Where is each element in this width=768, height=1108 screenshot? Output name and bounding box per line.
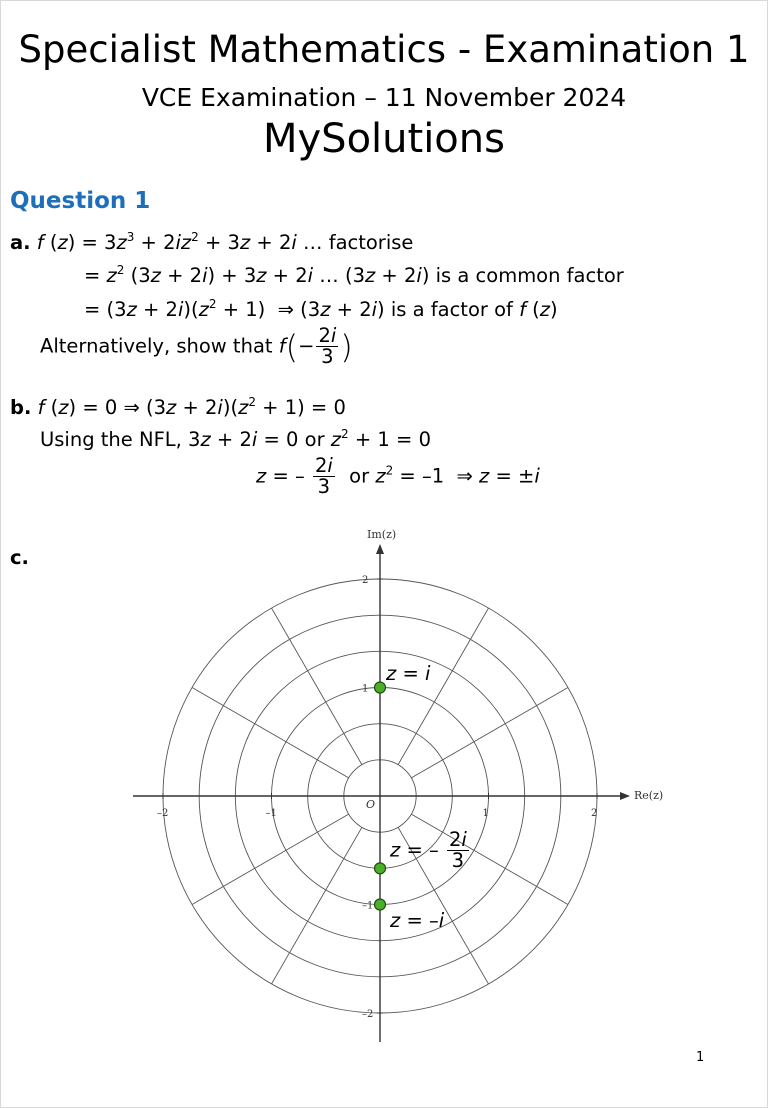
- part-b-label: b.: [10, 396, 32, 419]
- page-subtitle: VCE Examination – 11 November 2024: [141, 83, 627, 112]
- point-marker: [375, 899, 386, 910]
- part-a-line-3: = $(3z + 2i)(z^2 + 1)$ ⇒ (3z + 2i) is a factor of f (z): [84, 297, 558, 321]
- part-a-line-2: = $z^2$ (3z + 2i) + 3z + 2i … (3z + 2i) is a common factor: [84, 263, 624, 287]
- x-axis-arrow: [620, 792, 630, 800]
- x-tick-label: –2: [157, 808, 169, 819]
- x-tick-label: –1: [265, 808, 277, 819]
- axes: [133, 544, 630, 1042]
- page-title: Specialist Mathematics - Examination 1: [18, 28, 750, 71]
- part-b-line-3: z = – $\frac{2i}{3}$ or $z^2 = -1$ ⇒ z = ±i: [256, 454, 540, 499]
- part-a-label: a.: [10, 231, 31, 254]
- brand-title: MySolutions: [263, 116, 505, 162]
- page-number: 1: [696, 1050, 705, 1065]
- question-title: Question 1: [10, 188, 151, 214]
- origin-label: O: [366, 798, 376, 811]
- part-c-label: c.: [10, 546, 29, 569]
- part-a-note-1: … factorise: [303, 231, 414, 254]
- x-tick-label: 2: [591, 808, 598, 819]
- y-tick-label: –2: [362, 1009, 374, 1020]
- y-axis-arrow: [376, 544, 384, 554]
- tick-labels: [157, 575, 597, 1020]
- part-a-line-1: a. f $(z) = 3z^3 + 2iz^2 + 3z + 2i$ … factorise: [10, 230, 414, 254]
- y-tick-label: –1: [362, 900, 374, 912]
- x-tick-label: 1: [482, 808, 489, 819]
- point-label-minus-2i-over-3: z = – $\frac{2i}{3}$: [390, 828, 467, 873]
- part-b-line-1: b. f (z) = 0 ⇒ $(3z + 2i)(z^2 + 1) = 0$: [10, 395, 346, 419]
- part-b-line-2: Using the NFL, 3z + 2i = 0 or $z^2 + 1 = 0$: [40, 427, 431, 451]
- point-marker: [375, 863, 386, 874]
- part-a-alternative: Alternatively, show that f(− $\frac{2i}{3}$ ): [40, 324, 353, 369]
- point-marker: [375, 682, 386, 693]
- point-label-minus-i: z = –i: [390, 909, 445, 932]
- part-a-alt-text: Alternatively, show that: [40, 334, 273, 358]
- y-tick-label: 1: [362, 683, 369, 695]
- x-axis-label: Re(z): [634, 789, 664, 802]
- point-label-i: z = i: [386, 662, 431, 685]
- y-tick-label: 2: [362, 575, 369, 586]
- y-axis-label: Im(z): [367, 528, 397, 541]
- part-a-note-2: … (3z + 2i) is a common factor: [319, 264, 624, 287]
